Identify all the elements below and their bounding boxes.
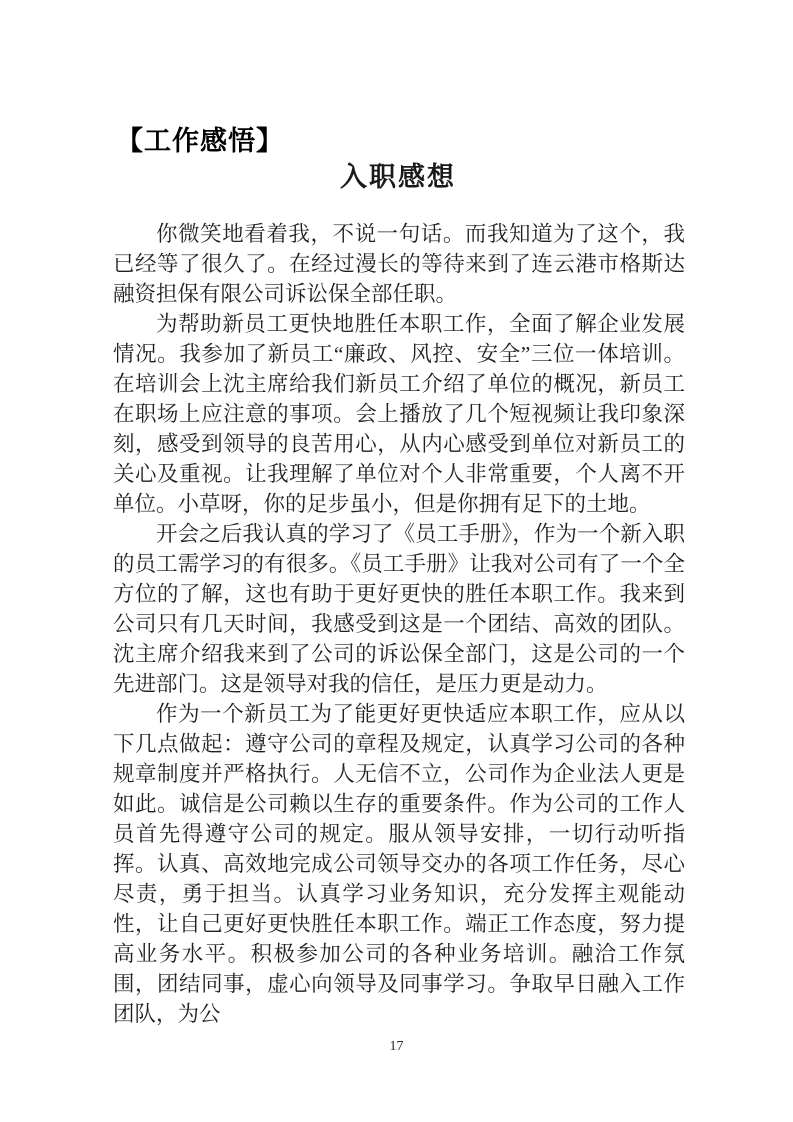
section-header: 【工作感悟】: [116, 126, 284, 156]
paragraph-3: 开会之后我认真的学习了《员工手册》，作为一个新入职的员工需学习的有很多。《员工手册》让我对公司有了一个全方位的了解，这也有助于更好更快的胜任本职工作。我来到公司只有几天时间，我感受到这是一个团结、高效的团队。沈主席介绍我来到了公司的诉讼保全部门，这是公司的一个先进部门。这是领导对我的信任，是压力更是动力。: [113, 522, 685, 696]
paragraph-4: 作为一个新员工为了能更好更快适应本职工作，应从以下几点做起：遵守公司的章程及规定，认真学习公司的各种规章制度并严格执行。人无信不立，公司作为企业法人更是如此。诚信是公司赖以生存的重要条件。作为公司的工作人员首先得遵守公司的规定。服从领导安排，一切行动听指挥。认真、高效地完成公司领导交办的各项工作任务，尽心尽责，勇于担当。认真学习业务知识，充分发挥主观能动性，让自己更好更快胜任本职工作。端正工作态度，努力提高业务水平。积极参加公司的各种业务培训。融洽工作氛围，团结同事，虚心向领导及同事学习。争取早日融入工作团队，为公: [113, 702, 685, 1026]
paragraph-2: 为帮助新员工更快地胜任本职工作，全面了解企业发展情况。我参加了新员工“廉政、风控、安全”三位一体培训。在培训会上沈主席给我们新员工介绍了单位的概况，新员工在职场上应注意的事项。会上播放了几个短视频让我印象深刻，感受到领导的良苦用心，从内心感受到单位对新员工的关心及重视。让我理解了单位对个人非常重要，个人离不开单位。小草呀，你的足步虽小，但是你拥有足下的土地。: [113, 312, 685, 516]
paragraph-1: 你微笑地看着我，不说一句话。而我知道为了这个，我已经等了很久了。在经过漫长的等待来到了连云港市格斯达融资担保有限公司诉讼保全部任职。: [113, 222, 685, 306]
page-number: 17: [389, 1039, 404, 1054]
page-title: 入职感想: [340, 162, 456, 192]
document-body: [113, 219, 685, 1029]
